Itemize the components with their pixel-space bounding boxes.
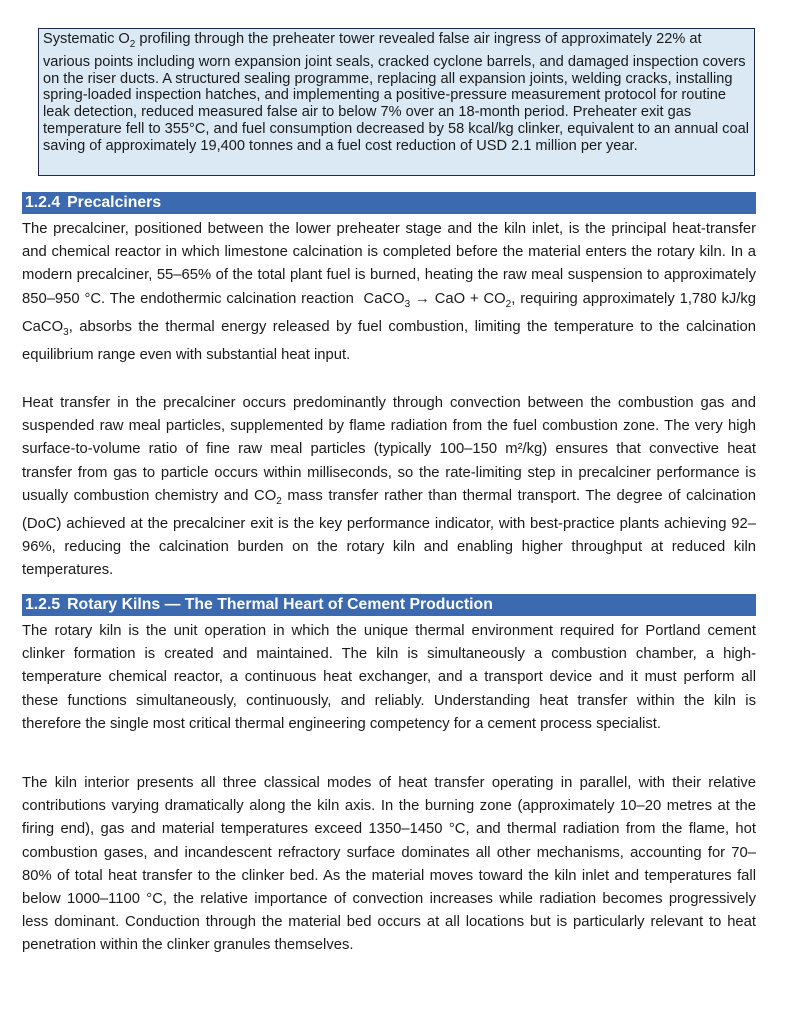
section-heading-precalciners — [22, 192, 756, 214]
section-heading-rotary-kilns — [22, 594, 756, 616]
paragraph: The precalciner, positioned between the lower preheater stage and the kiln inlet, is the principal heat-transfer and chemical reactor in which limestone calcination is completed before the material enters the rotary kiln. In a modern precalciner, 55–65% of the total plant fuel is burned, heating the raw meal suspension to approximately 850–950 °C. The endothermic calcination reaction CaCO$_3$ → CaO + $CO_2$, requiring approximately 1,780 kJ/kg CaCO$_3$, absorbs the thermal energy released by fuel combustion, limiting the temperature to the calcination equilibrium range even with substantial heat input. — [22, 221, 757, 363]
paragraph: The kiln interior presents all three classical modes of heat transfer operating in parallel, with their relative contributions varying dramatically along the kiln axis. In the burning zone (approximately 10–20 metres at the firing end), gas and material temperatures exceed 1350–1450 °C, and thermal radiation from the flame, hot combustion gases, and incandescent refractory surface dominates all other mechanisms, accounting for 70–80% of total heat transfer to the clinker bed. As the material moves toward the kiln inlet and temperatures fall below 1000–1100 °C, the relative importance of convection increases while radiation becomes progressively less dominant. Conduction through the material bed occurs at all locations but is particularly relevant to heat penetration within the clinker granules themselves. — [22, 775, 756, 954]
paragraph: The rotary kiln is the unit operation in which the unique thermal environment required for Portland cement clinker formation is created and maintained. The kiln is simultaneously a combustion chamber, a high-temperature chemical reactor, a continuous heat exchanger, and a transport device and it must perform all these functions simultaneously, continuously, and reliably. Understanding heat transfer within the kiln is therefore the single most critical thermal engineering competency for a cement process specialist. — [22, 623, 756, 732]
section-title: Precalciners — [67, 194, 162, 211]
paragraph: Heat transfer in the precalciner occurs predominantly through convection between the combustion gas and suspended raw meal particles, supplemented by flame radiation from the fuel combustion zone. The very high surface-to-volume ratio of fine raw meal particles (typically 100–150 m²/kg) ensures that convective heat transfer from gas to particle occurs within milliseconds, so the rate-limiting step in precalciner performance is usually combustion chemistry and $CO_2$ mass transfer rather than thermal transport. The degree of calcination (DoC) achieved at the precalciner exit is the key performance indicator, with best-practice plants achieving 92–96%, reducing the calcination burden on the rotary kiln and enabling higher throughput at reduced kiln temperatures. — [22, 395, 756, 579]
section-title: Rotary Kilns — The Thermal Heart of Cement Production — [67, 596, 493, 613]
section-number: 1.2.4 — [25, 194, 61, 211]
case-study-callout-box: Systematic $O_2$ profiling through the preheater tower revealed false air ingress of approximately 22% at various points including worn expansion joint seals, cracked cyclone barrels, and damaged inspection covers on the riser ducts. A structured sealing programme, replacing all expansion joints, welding cracks, installing spring-loaded inspection hatches, and implementing a positive-pressure measurement protocol for routine leak detection, reduced measured false air to below 7% over an 18-month period. Preheater exit gas temperature fell to 355°C, and fuel consumption decreased by 58 kcal/kg clinker, equivalent to an annual coal saving of approximately 19,400 tonnes and a fuel cost reduction of USD 2.1 million per year. — [38, 28, 755, 176]
section-number: 1.2.5 — [25, 596, 61, 613]
